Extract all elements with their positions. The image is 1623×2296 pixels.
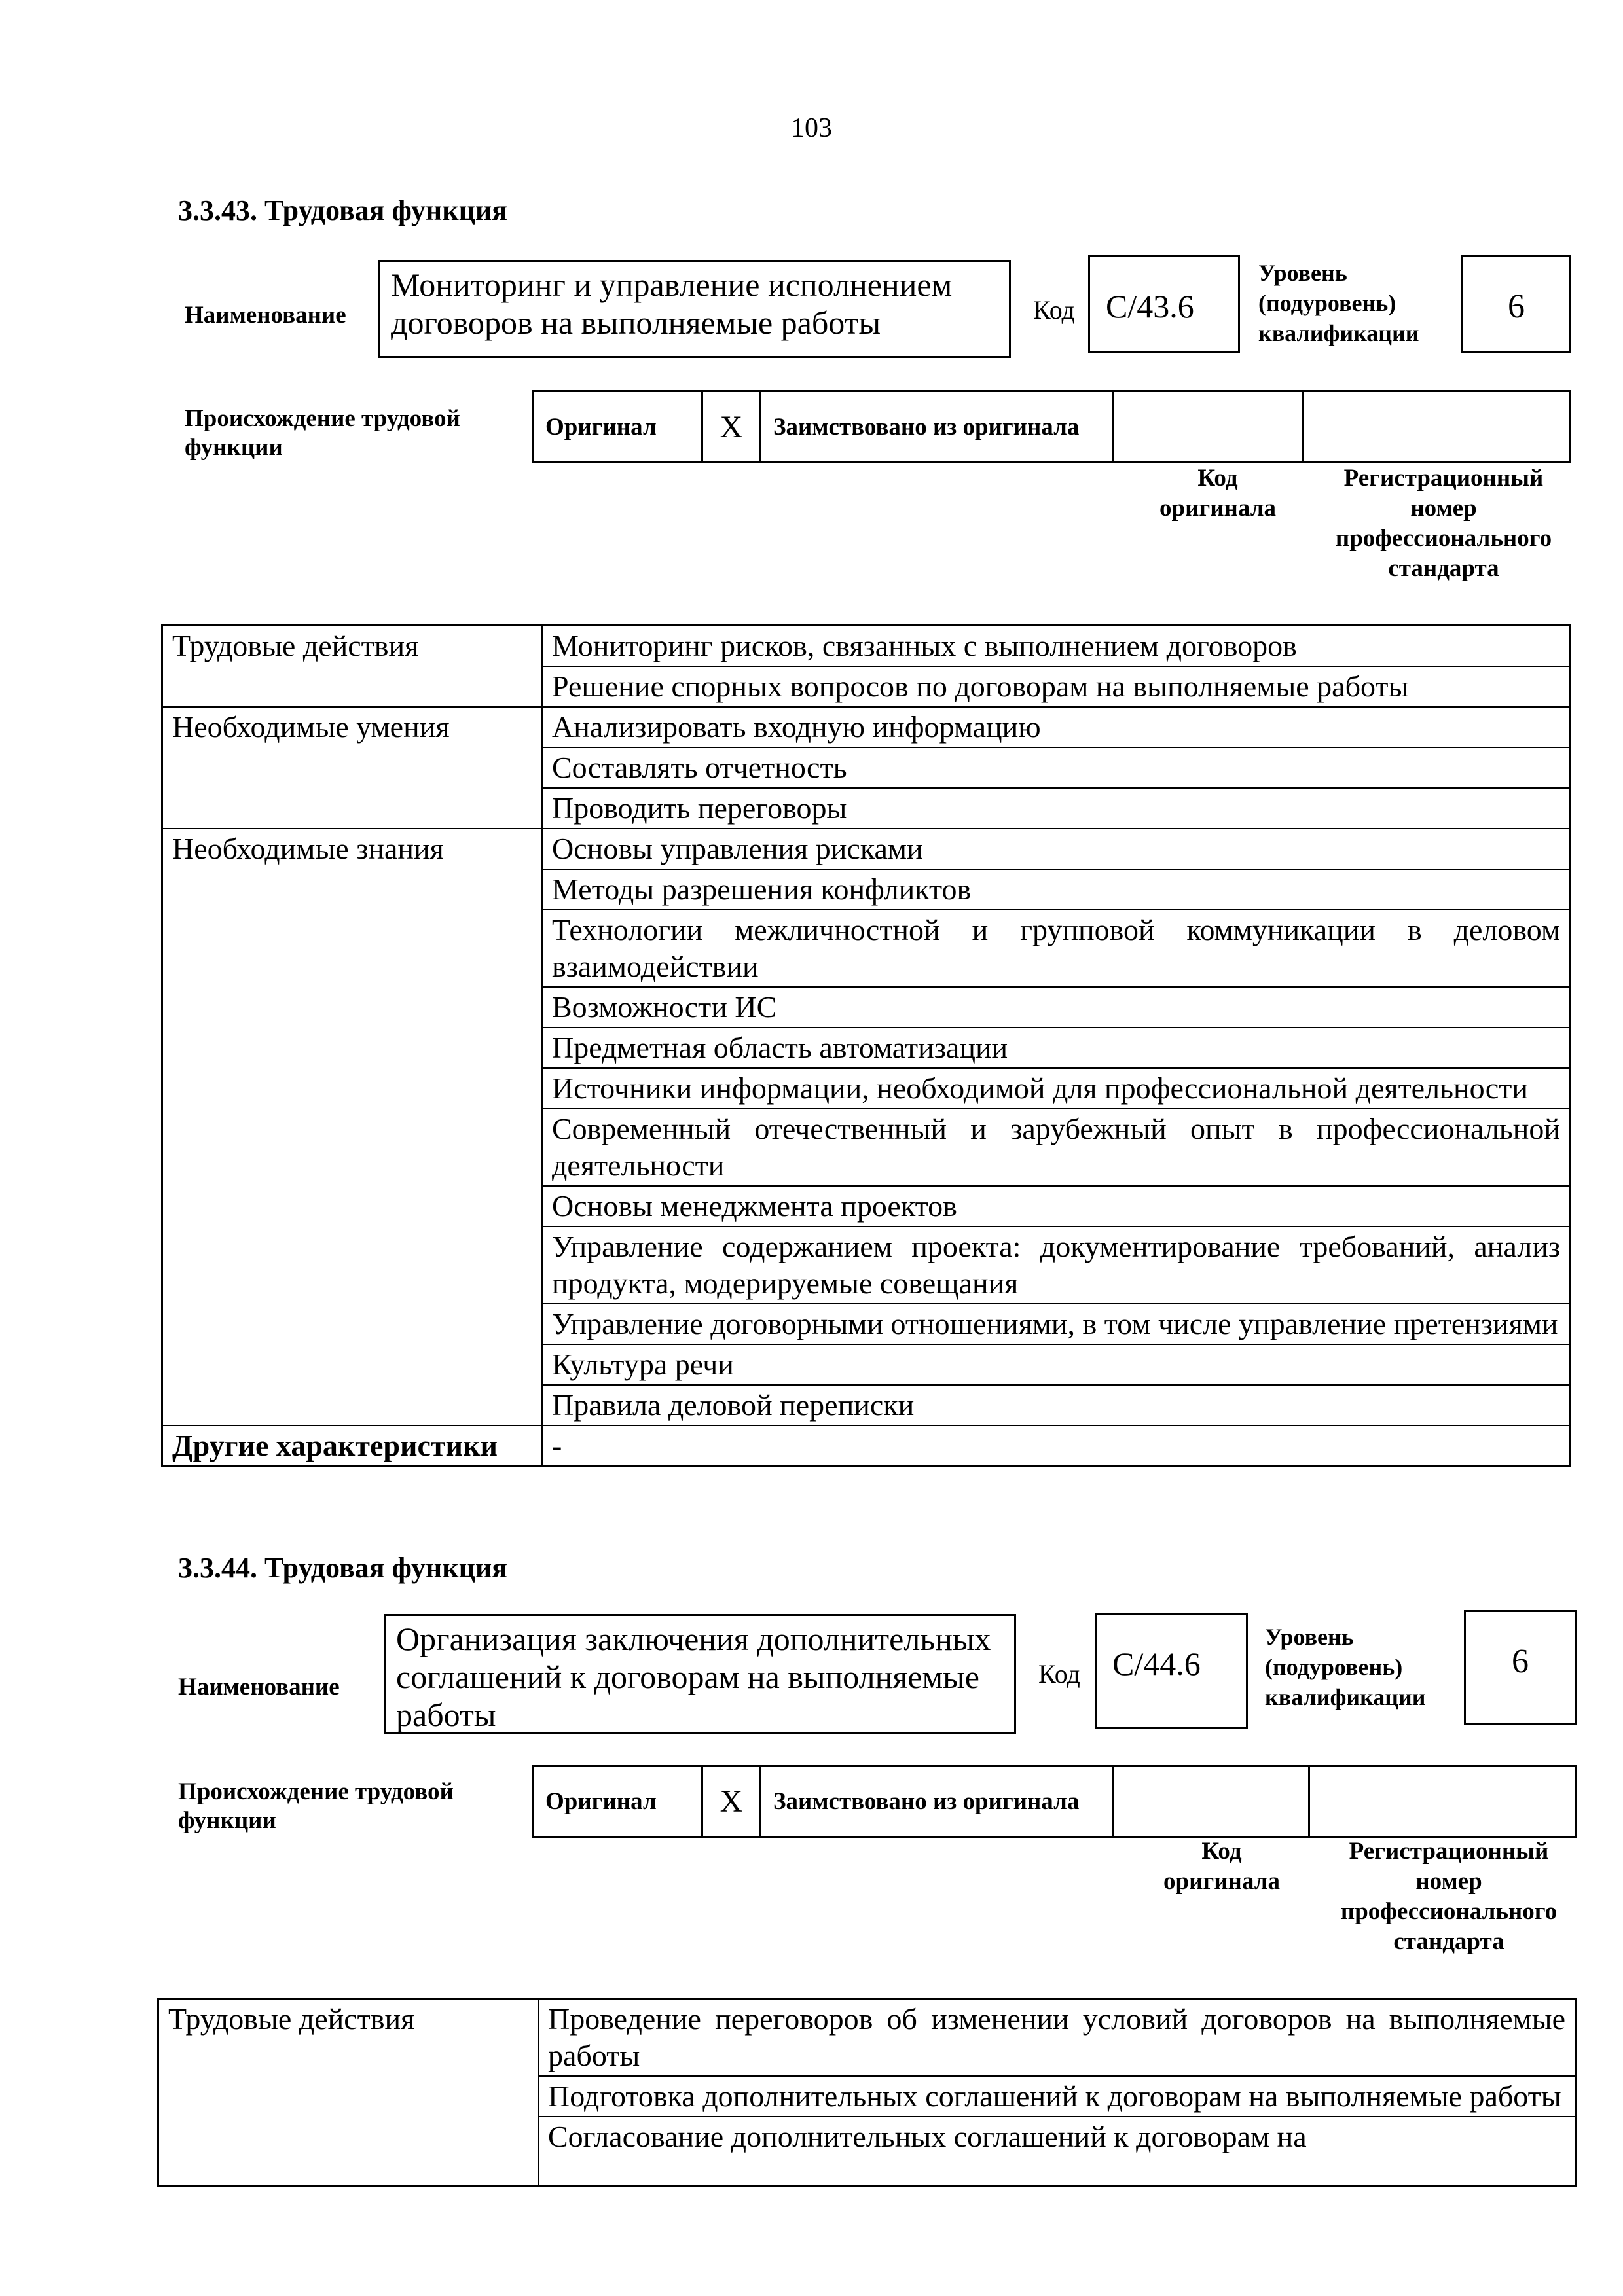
table-cell: Современный отечественный и зарубежный опыт в профессиональной деятельности <box>542 1109 1571 1186</box>
table-cell: Мониторинг рисков, связанных с выполнением договоров <box>542 626 1571 667</box>
table-cell: Технологии межличностной и групповой коммуникации в деловом взаимодействии <box>542 910 1571 987</box>
function-name-box <box>384 1614 1016 1734</box>
level-label-line: квалификации <box>1265 1684 1426 1710</box>
table-cell: - <box>542 1426 1571 1467</box>
table-row <box>162 1426 1571 1467</box>
origin-label: Происхождение трудовой функции <box>178 1778 454 1834</box>
code-label: Код <box>1033 295 1075 325</box>
section-title: 3.3.44. Трудовая функция <box>178 1552 508 1584</box>
function-details-table <box>157 1998 1577 2187</box>
table-cell: Основы управления рисками <box>542 829 1571 869</box>
origin-reg-cell <box>1303 391 1571 463</box>
origin-code-cell <box>1114 1766 1309 1837</box>
page-number: 103 <box>791 113 832 143</box>
category-label: Необходимые знания <box>162 829 543 1426</box>
origin-mark: X <box>702 391 761 463</box>
table-cell: Решение спорных вопросов по договорам на выполняемые работы <box>542 666 1571 707</box>
level-box <box>1464 1610 1577 1725</box>
origin-reg-cell <box>1309 1766 1576 1837</box>
category-label: Трудовые действия <box>158 1999 539 2187</box>
level-label-line: Уровень <box>1258 260 1347 286</box>
table-cell: Возможности ИС <box>542 987 1571 1028</box>
table-cell: Правила деловой переписки <box>542 1385 1571 1426</box>
table-cell: Источники информации, необходимой для профессиональной деятельности <box>542 1068 1571 1109</box>
level-label <box>1265 1622 1426 1712</box>
table-cell: Предметная область автоматизации <box>542 1028 1571 1068</box>
table-cell: Управление договорными отношениями, в том числе управление претензиями <box>542 1304 1571 1344</box>
function-code-box <box>1095 1613 1248 1729</box>
function-name: Мониторинг и управление исполнением договоров на выполняемые работы <box>391 266 953 341</box>
level-value: 6 <box>1508 288 1525 325</box>
table-cell: Управление содержанием проекта: документирование требований, анализ продукта, модерируемые совещания <box>542 1227 1571 1304</box>
name-label: Наименование <box>185 302 346 329</box>
caption-reg-number: Регистрационный номер профессионального стандарта <box>1335 465 1552 582</box>
category-label: Трудовые действия <box>162 626 543 708</box>
table-cell: Подготовка дополнительных соглашений к договорам на выполняемые работы <box>538 2076 1576 2117</box>
origin-table <box>532 1765 1577 1838</box>
level-label <box>1258 258 1419 348</box>
table-row <box>162 626 1571 667</box>
level-label-line: Уровень <box>1265 1624 1354 1650</box>
table-cell: Анализировать входную информацию <box>542 707 1571 747</box>
origin-mark: X <box>702 1766 761 1837</box>
function-details-table <box>161 624 1571 1467</box>
table-row <box>162 829 1571 869</box>
table-row <box>162 707 1571 747</box>
code-label: Код <box>1038 1659 1080 1689</box>
category-label: Необходимые умения <box>162 707 543 829</box>
origin-table <box>532 390 1571 463</box>
level-label-line: (подуровень) <box>1265 1654 1403 1680</box>
function-name: Организация заключения дополнительных соглашений к договорам на выполняемые работы <box>396 1621 991 1733</box>
level-label-line: квалификации <box>1258 320 1419 346</box>
origin-borrowed-cell: Заимствовано из оригинала <box>761 1766 1114 1837</box>
caption-code-original: Код оригинала <box>1159 465 1276 522</box>
table-cell: Основы менеджмента проектов <box>542 1186 1571 1227</box>
name-label: Наименование <box>178 1674 340 1700</box>
table-cell: Составлять отчетность <box>542 747 1571 788</box>
origin-original-cell: Оригинал <box>533 391 702 463</box>
table-cell: Проведение переговоров об изменении условий договоров на выполняемые работы <box>538 1999 1576 2077</box>
function-code-box <box>1088 255 1240 353</box>
origin-original-cell: Оригинал <box>533 1766 702 1837</box>
function-code: C/43.6 <box>1106 288 1194 325</box>
level-label-line: (подуровень) <box>1258 290 1396 316</box>
level-value: 6 <box>1512 1643 1529 1680</box>
caption-code-original: Код оригинала <box>1163 1838 1280 1895</box>
origin-code-cell <box>1114 391 1303 463</box>
level-box <box>1461 255 1571 353</box>
table-row <box>158 1999 1576 2077</box>
table-cell: Методы разрешения конфликтов <box>542 869 1571 910</box>
function-name-box <box>378 260 1011 358</box>
origin-borrowed-cell: Заимствовано из оригинала <box>761 391 1114 463</box>
table-cell: Культура речи <box>542 1344 1571 1385</box>
table-cell: Проводить переговоры <box>542 788 1571 829</box>
category-label: Другие характеристики <box>162 1426 543 1467</box>
section-title: 3.3.43. Трудовая функция <box>178 194 508 226</box>
caption-reg-number: Регистрационный номер профессионального стандарта <box>1340 1838 1558 1955</box>
function-code: C/44.6 <box>1112 1645 1201 1682</box>
origin-label: Происхождение трудовой функции <box>185 405 460 461</box>
table-cell: Согласование дополнительных соглашений к договорам на <box>538 2117 1576 2187</box>
